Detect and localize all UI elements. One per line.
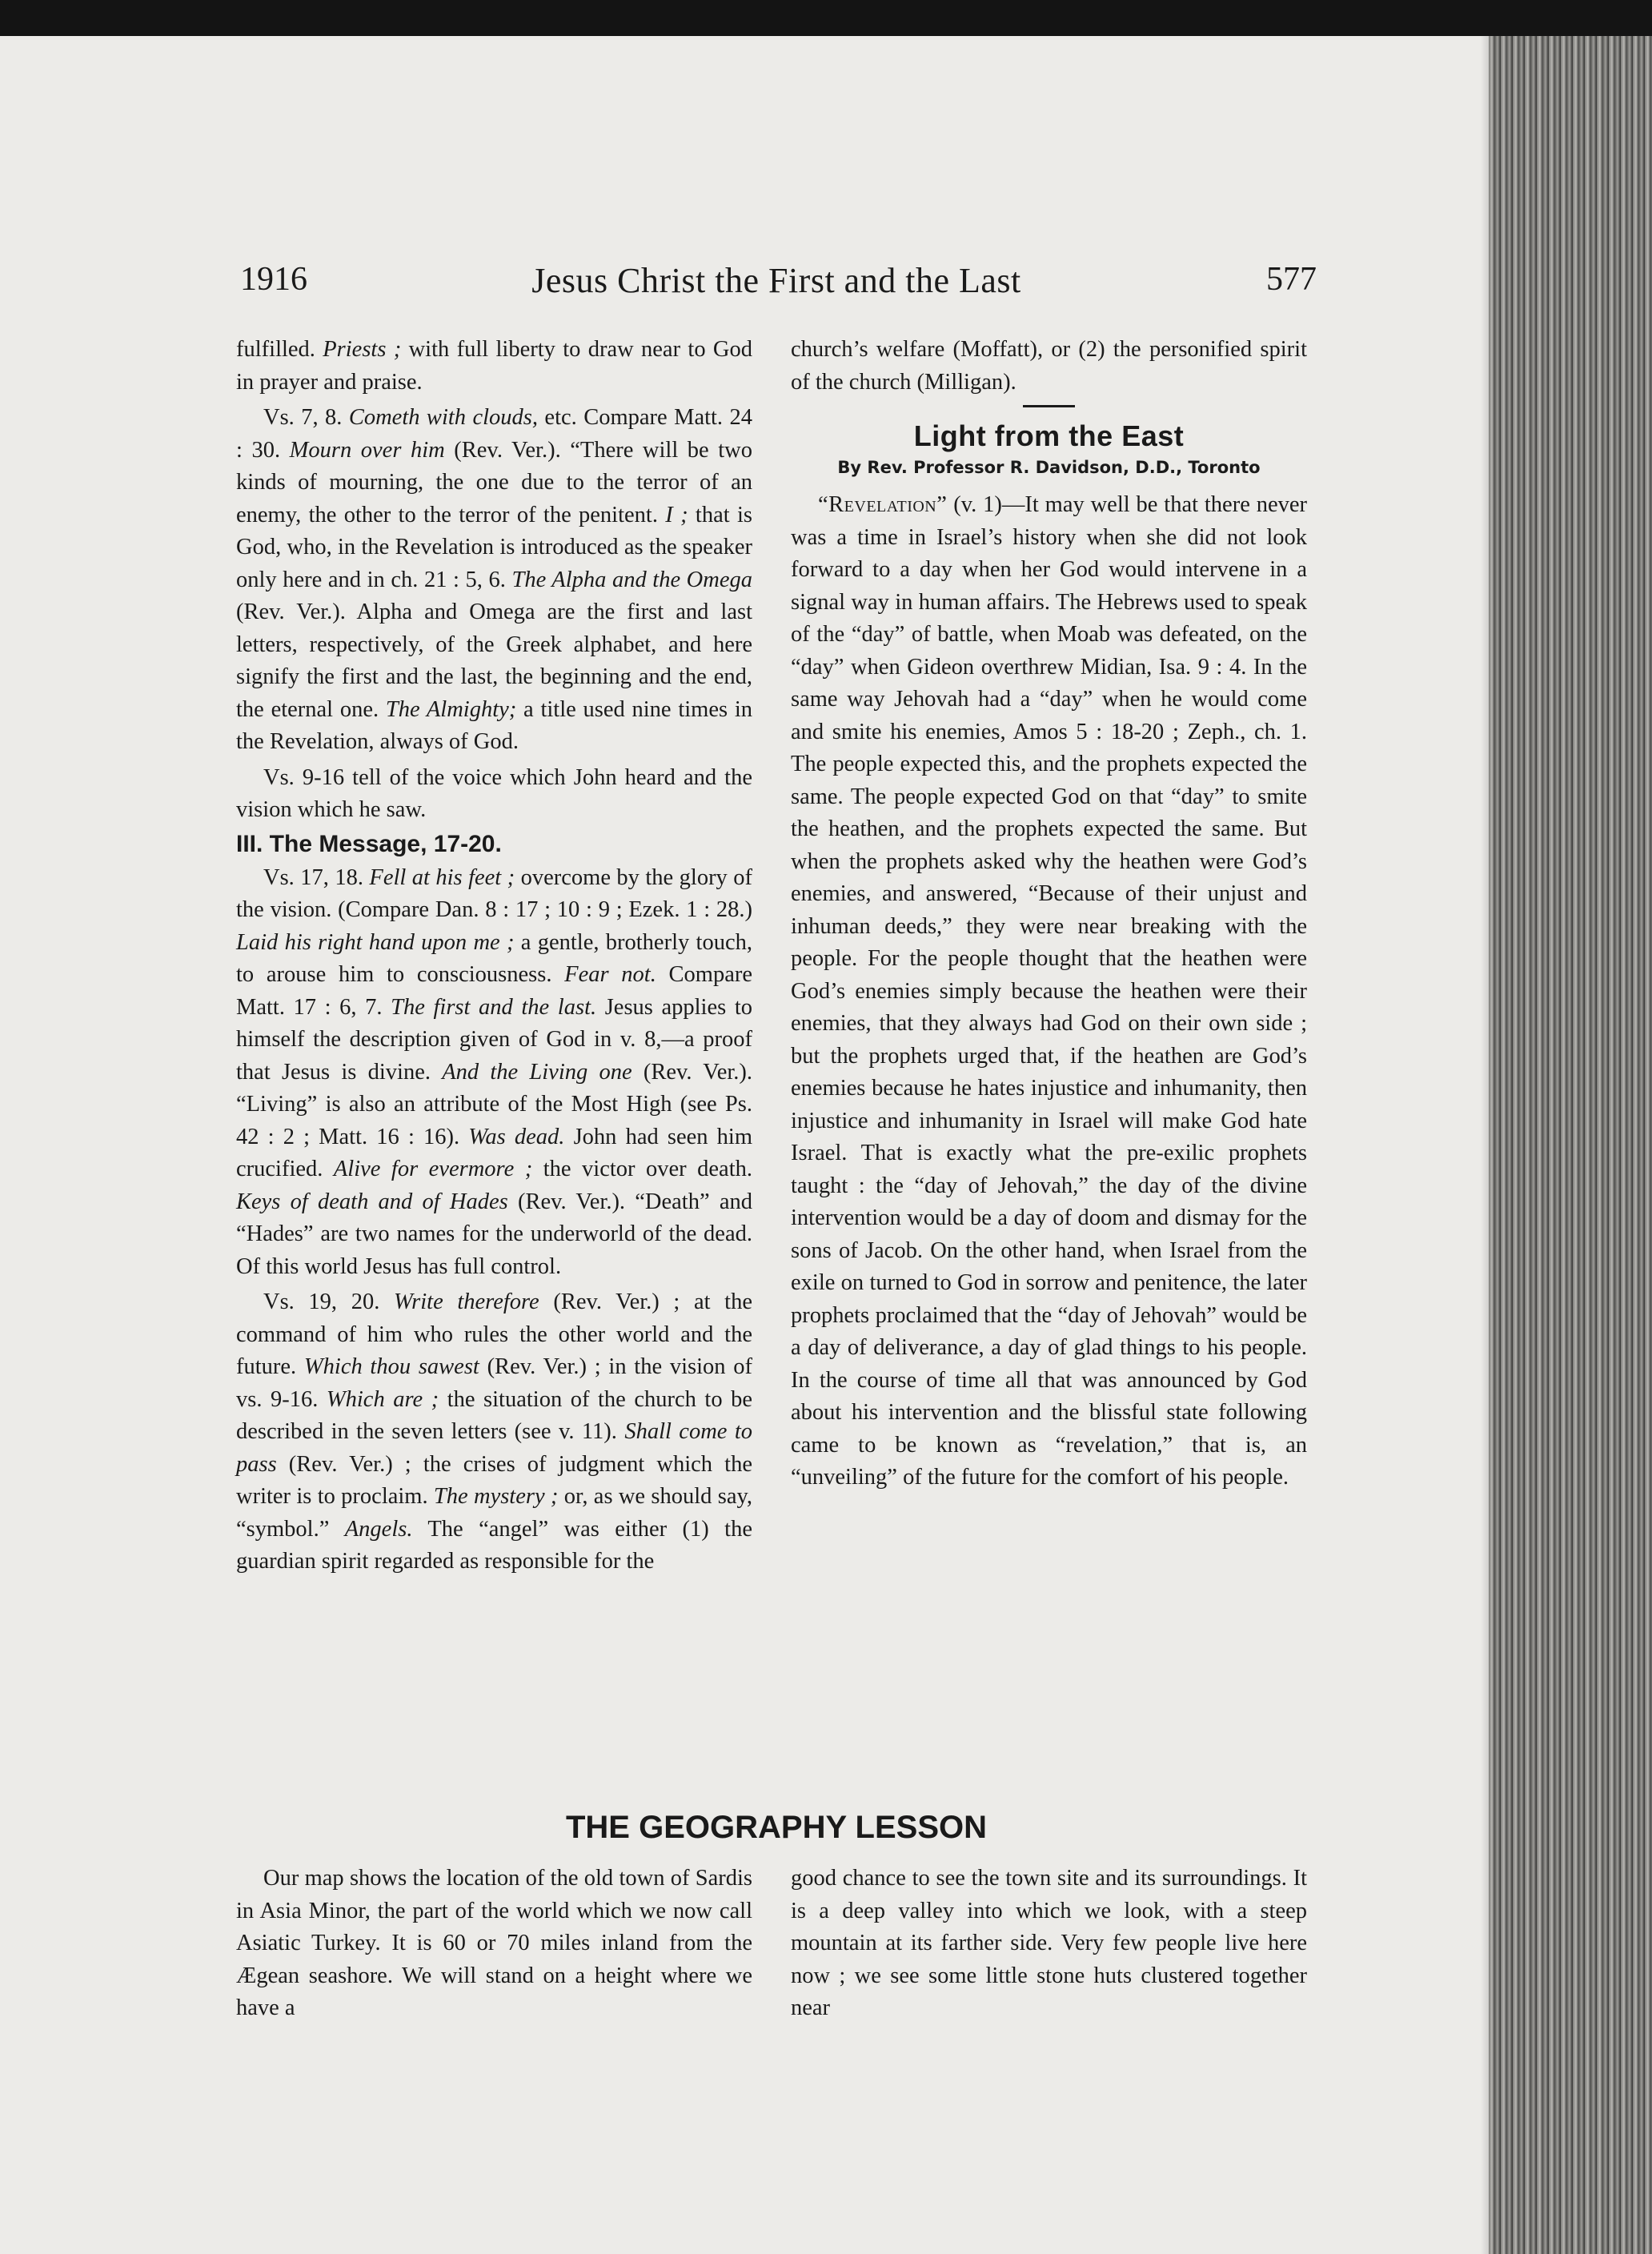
book-fore-edge [1489, 36, 1652, 2254]
left-paragraph-3: Vs. 9-16 tell of the voice which John heard and the vision which he saw. [236, 764, 752, 822]
geography-paragraph-left: Our map shows the location of the old town of Sardis in Asia Minor, the part of the world which we now call Asiatic Turkey. It is 60 or 70 miles inland from the Ægean seashore. We will stand on a height where we have a [236, 1866, 752, 2020]
section-heading-message: III. The Message, 17-20. [236, 830, 502, 857]
section-divider [1023, 405, 1075, 407]
left-paragraph-5: Vs. 19, 20. Write therefore (Rev. Ver.) ; at the command of him who rules the other world and the future. Which thou sawest (Rev. Ver.) ; in the vision of vs. 9-16. Which are ; the situation of the church to be described in the seven letters (see v. 11). Shall come to pass (Rev. Ver.) ; the crises of judgment which the writer is to proclaim. The mystery ; or, as we should say, “symbol.” Angels. The “angel” was either (1) the guardian spirit regarded as responsible for the [236, 1289, 752, 1574]
geography-right-column [791, 1863, 1307, 2025]
left-paragraph-2: Vs. 7, 8. Cometh with clouds, etc. Compare Matt. 24 : 30. Mourn over him (Rev. Ver.). “There will be two kinds of mourning, the one due to the terror of an enemy, the other to the terror of the penitent. I ; that is God, who, in the Revelation is introduced as the speaker only here and in ch. 21 : 5, 6. The Alpha and the Omega (Rev. Ver.). Alpha and Omega are the first and last letters, respectively, of the Greek alphabet, and here signify the first and the last, the beginning and the end, the eternal one. The Almighty; a title used nine times in the Revelation, always of God. [236, 405, 753, 754]
author-byline: By Rev. Professor R. Davidson, D.D., Toronto [837, 458, 1261, 477]
geography-paragraph-right: good chance to see the town site and its surroundings. It is a deep valley into which we look, with a steep mountain at its farther side. Very few people live here now ; we see some little stone huts clustered together near [791, 1866, 1307, 2020]
running-head [236, 260, 1317, 316]
running-head-title: Jesus Christ the First and the Last [531, 261, 1021, 300]
right-paragraph-continued: church’s welfare (Moffatt), or (2) the personified spirit of the church (Milligan). [791, 337, 1307, 395]
left-paragraph-4: Vs. 17, 18. Fell at his feet ; overcome by the glory of the vision. (Compare Dan. 8 : 17 ; 10 : 9 ; Ezek. 1 : 28.) Laid his right hand upon me ; a gentle, brotherly touch, to arouse him to consciousness. Fear not. Compare Matt. 17 : 6, 7. The first and the last. Jesus applies to himself the description given of God in v. 8,—a proof that Jesus is divine. And the Living one (Rev. Ver.). “Living” is also an attribute of the Most High (see Ps. 42 : 2 ; Matt. 16 : 16). Was dead. John had seen him crucified. Alive for evermore ; the victor over death. Keys of death and of Hades (Rev. Ver.). “Death” and “Hades” are two names for the underworld of the dead. Of this world Jesus has full control. [236, 864, 752, 1279]
page-number: 577 [1266, 261, 1317, 298]
right-paragraph-1: “Revelation” (v. 1)—It may well be that there never was a time in Israel’s history when she did not look forward to a day when her God would intervene in a signal way in human affairs. The Hebrews used to speak of the “day” of battle, when Moab was defeated, on the “day” when Gideon overthrew Midian, Isa. 9 : 4. In the same way Jehovah had a “day” when he would come and smite his enemies, Amos 5 : 18-20 ; Zeph., ch. 1. The people expected this, and the prophets expected the same. The people expected God on that “day” to smite the heathen, and the prophets expected the same. But when the prophets asked why the heathen were God’s enemies, and answered, “Because of their unjust and inhuman deeds,” they were near breaking with the people. For the people thought that the heathen were God’s enemies simply because the heathen were their enemies, that they always had God on their own side ; but the prophets urged that, if the heathen are God’s enemies because he hates injustice and inhumanity, then injustice and inhumanity in Israel will make God hate Israel. That is exactly what the pre-exilic prophets taught : the “day of Jehovah,” the day of the divine intervention would be a day of doom and dismay for the sons of Jacob. On the other hand, when Israel from the exile on turned to God in sorrow and penitence, the later prophets proclaimed that the “day of Jehovah” would be a day of deliverance, a day of glad things to his people. In the course of time all that was announced by God about his intervention and the blissful state following came to be known as “revelation,” that is, an “unveiling” of the future for the comfort of his people. [791, 492, 1307, 1490]
right-column [791, 334, 1307, 1494]
page-content [236, 260, 1317, 2020]
left-column [236, 334, 752, 1578]
geography-lesson-heading: THE GEOGRAPHY LESSON [565, 1810, 987, 1845]
geography-left-column [236, 1863, 752, 2025]
left-paragraph-1: fulfilled. Priests ; with full liberty to draw near to God in prayer and praise. [236, 337, 752, 395]
running-head-year: 1916 [240, 261, 307, 298]
section-title-light-from-the-east: Light from the East [913, 419, 1185, 452]
